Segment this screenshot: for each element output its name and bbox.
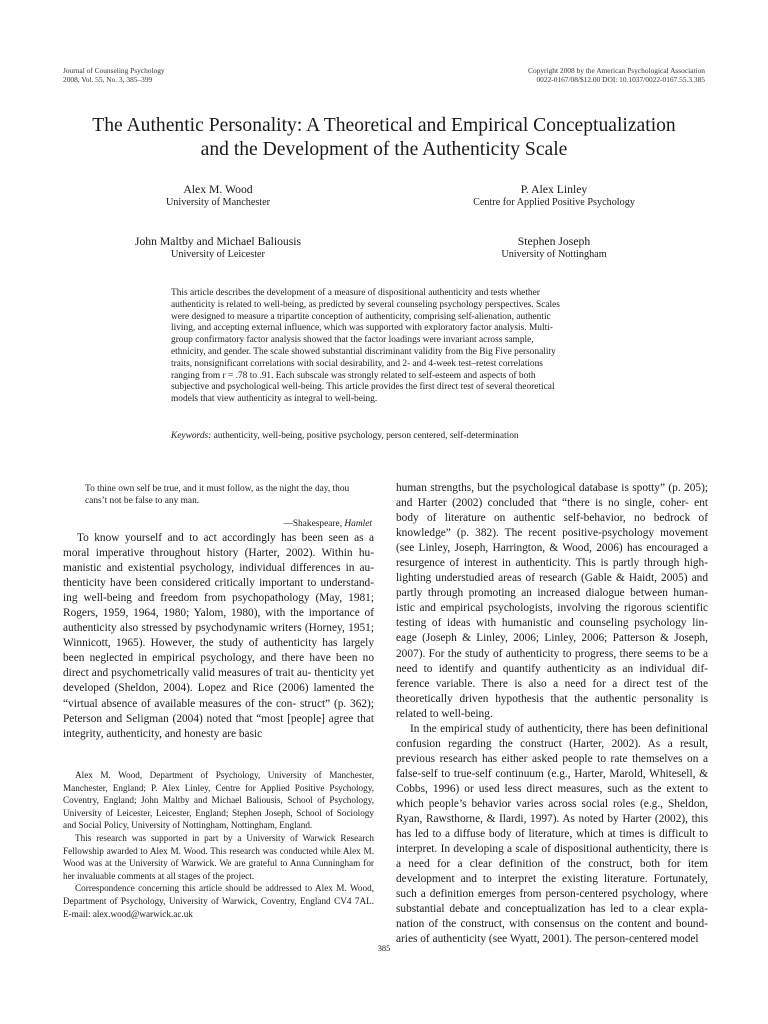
- abstract-line: This article describes the development of a measure of dispositional authenticity and tests whether: [171, 288, 540, 298]
- author-name: Alex M. Wood: [183, 183, 253, 196]
- title-line-2: and the Development of the Authenticity Scale: [200, 139, 568, 160]
- running-header-right: [528, 66, 705, 84]
- abstract-line: models that view authenticity as integral to well-being.: [171, 394, 378, 405]
- body-line: In the empirical study of authenticity, there has been definitional: [410, 722, 708, 735]
- body-line: partly through promoting an increased dialogue between human-: [396, 587, 708, 600]
- body-line: ent body of literature on authentic self-behavior, no bedrock of: [396, 497, 709, 525]
- body-line: development and to interpret the existing literature. Fortunately,: [396, 873, 708, 886]
- body-line: thenticity have been considered critically important to understand-: [63, 577, 374, 590]
- keywords-list: authenticity, well-being, positive psychology, person centered, self-determination: [213, 431, 519, 441]
- author-note-correspondence: Correspondence concerning this article should be addressed to Alex M. Wood, Department of Psychology, University of Warwick, Coventry, England CV4 7AL. E-mail: alex.wood@warwick.ac.uk: [63, 883, 374, 919]
- author-block-4: [466, 235, 642, 261]
- body-line: Ryan, Rawsthorne, & Ilardi, 1997). As noted by Harter (2002), this: [396, 813, 708, 826]
- doi-line: 0022-0167/08/$12.00 DOI: 10.1037/0022-0167.55.3.385: [536, 75, 705, 84]
- body-line: 2007). For the study of authenticity to progress, there seems to be: [396, 647, 700, 660]
- body-paragraph: [396, 722, 708, 948]
- abstract-line: ranging from r = .78 to .91. Each subscale was strongly related to self-esteem and aspects of both: [171, 370, 536, 381]
- body-paragraph: [63, 531, 374, 742]
- author-affiliation: University of Manchester: [165, 197, 271, 208]
- abstract-line: living, and accepting external influence, which was supported with exploratory factor analysis. Multi-: [171, 323, 553, 334]
- body-line: substantial debate and conceptualization has led to a clear expla-: [396, 903, 708, 916]
- author-name: Stephen Joseph: [517, 235, 591, 248]
- body-line: ing well-being and freedom from psychopathology (May, 1981;: [63, 592, 374, 605]
- author-note: [63, 769, 374, 920]
- abstract-line: subjective and psychological well-being. This article provides the first direct test of several theoretical: [171, 382, 555, 393]
- running-header-left: [63, 66, 165, 84]
- body-line: confusion regarding the construct (Harter, 2002). As a result,: [396, 737, 708, 750]
- body-line: authenticity also stressed by psychodynamic writers (Horney,: [63, 622, 345, 635]
- article-title: [40, 114, 728, 162]
- author-block-3: [103, 235, 333, 261]
- body-line: previous research has either asked people to rate themselves on a: [396, 752, 708, 765]
- body-line: manistic and existential psychology, individual differences in au-: [63, 562, 374, 575]
- body-line: aries of authenticity (see Wyatt, 2001). The person-centered model: [396, 933, 699, 946]
- body-line: istic and empirical psychologists, involving the rigorous scientific: [396, 602, 708, 615]
- keywords: [171, 431, 597, 443]
- body-line: struct” (p. 362); Peterson and Seligman (2004) noted that “most: [63, 697, 374, 725]
- body-line: ference variable. There is also a need for a direct test of the: [396, 677, 708, 690]
- author-block-2: [436, 183, 672, 209]
- body-line: eage (Joseph & Linley, 2006; Linley, 2006; Patterson & Joseph,: [396, 632, 708, 645]
- body-paragraph: [396, 481, 708, 722]
- author-affiliation: University of Leicester: [171, 249, 265, 260]
- abstract-line: traits, nonsignificant correlations with social desirability, and 2- and 4-week test–retest correlations: [171, 358, 543, 369]
- body-line: testing of ideas with humanistic and counseling psychology lin-: [396, 617, 708, 630]
- author-affiliation: Centre for Applied Positive Psychology: [473, 197, 635, 208]
- page-number: 385: [377, 944, 391, 953]
- body-line: is a need for a clear definition of the construct, both for item: [396, 843, 708, 871]
- body-line: resurgence of interest in authenticity. This is partly through high-: [396, 557, 708, 570]
- body-line: false-self to true-self continuum (e.g., Harter, Marold, Whitesell,: [396, 767, 696, 780]
- author-name: P. Alex Linley: [520, 183, 588, 196]
- body-line: knowledge” (p. 382). The recent positive-psychology movement: [396, 527, 708, 540]
- left-column-body: [63, 531, 374, 742]
- body-line: nation of the construct, with consensus on the content and bound-: [396, 918, 708, 931]
- body-line: human strengths, but the psychological database is spotty” (p.: [396, 482, 681, 494]
- body-line: interpret. In developing a scale of dispositional authenticity, there: [396, 843, 698, 856]
- copyright-line: Copyright 2008 by the American Psychological Association: [528, 66, 705, 75]
- body-line: lamented the “virtual absence of available measures of the con-: [63, 682, 374, 710]
- epigraph-line: cans’t not be false to any man.: [85, 496, 200, 507]
- body-line: has led to a diffuse body of literature, which at times is difficult to: [396, 828, 708, 841]
- abstract-line: group confirmatory factor analysis showed that the factor loadings were invariant across sample,: [171, 335, 534, 346]
- body-line: Rogers, 1959, 1964, 1980; Yalom, 1980), with the importance of: [63, 607, 374, 620]
- epigraph-attribution: [85, 518, 372, 530]
- body-line: 205); and Harter (2002) concluded that “there is no single, coher-: [396, 482, 708, 510]
- epigraph-author: —Shakespeare,: [283, 519, 345, 529]
- body-line: moral imperative throughout history (Harter, 2002). Within hu-: [63, 547, 374, 560]
- author-name: John Maltby and Michael Baliousis: [134, 235, 302, 248]
- body-line: such a definition emerges from person-centered psychology, where: [396, 888, 708, 901]
- body-line: To know yourself and to act accordingly has been seen as a: [77, 532, 374, 544]
- author-affiliation: University of Nottingham: [501, 249, 607, 260]
- author-note-affiliations: Alex M. Wood, Department of Psychology, University of Manchester, Manchester, England; P. Alex Linley, Centre for Applied Positive Psychology, Coventry, England; John Maltby and Michael Baliousis, School of Psychology, University of Leicester, Leicester, England; Stephen Joseph, School of Sociology and Social Policy, University of Nottingham, Nottingham, England.: [63, 770, 374, 831]
- body-line: which people’s behavior varies across social roles (e.g., Sheldon,: [396, 797, 708, 810]
- epigraph: [85, 483, 372, 508]
- body-line: [people] agree that integrity, authenticity, and honesty are basic: [63, 712, 375, 740]
- body-line: a need to identify and quantify authenticity as an individual dif-: [396, 647, 708, 675]
- body-line: thenticity yet developed (Sheldon, 2004). Lopez and Rice (2006): [63, 667, 374, 695]
- body-line: 1951; Winnicott, 1965). However, the study of authenticity has: [63, 622, 374, 650]
- title-line-1: The Authentic Personality: A Theoretical and Empirical Conceptualization: [92, 115, 676, 136]
- abstract-line: authenticity is related to well-being, as predicted by several counseling psychology perspectives. Scales: [171, 299, 560, 310]
- body-line: lighting understudied areas of research (Gable & Haidt, 2005) and: [396, 572, 708, 585]
- body-line: & Cobbs, 1996) or used less direct measures, such as the extent to: [396, 767, 709, 795]
- body-line: been no direct and psychometrically valid measures of trait au-: [63, 652, 375, 680]
- author-note-funding: This research was supported in part by a University of Warwick Research Fellowship awarded to Alex M. Wood. This research was conducted while Alex M. Wood was at the University of Warwick. We are grateful to Anna Cunningham for her invaluable comments at all stages of the project.: [63, 832, 374, 881]
- body-line: theoretically driven hypothesis that the authentic personality is: [396, 692, 708, 705]
- journal-citation: 2008, Vol. 55, No. 3, 385–399: [63, 75, 153, 84]
- journal-name: Journal of Counseling Psychology: [63, 66, 165, 75]
- epigraph-line: To thine own self be true, and it must follow, as the night the day, thou: [85, 484, 350, 494]
- abstract: [171, 288, 597, 406]
- body-line: largely been neglected in empirical psychology, and there have: [63, 637, 374, 665]
- abstract-line: ethnicity, and gender. The scale showed substantial discriminant validity from the Big Five personality: [171, 346, 556, 357]
- right-column-body: [396, 481, 708, 947]
- author-block-1: [128, 183, 308, 209]
- body-line: (see Linley, Joseph, Harrington, & Wood, 2006) has encouraged a: [396, 542, 708, 555]
- keywords-label: Keywords:: [171, 431, 212, 441]
- abstract-line: were designed to measure a tripartite conception of authenticity, comprising self-alienation, authentic: [171, 311, 551, 322]
- epigraph-work: Hamlet: [344, 519, 372, 529]
- body-line: related to well-being.: [396, 707, 493, 720]
